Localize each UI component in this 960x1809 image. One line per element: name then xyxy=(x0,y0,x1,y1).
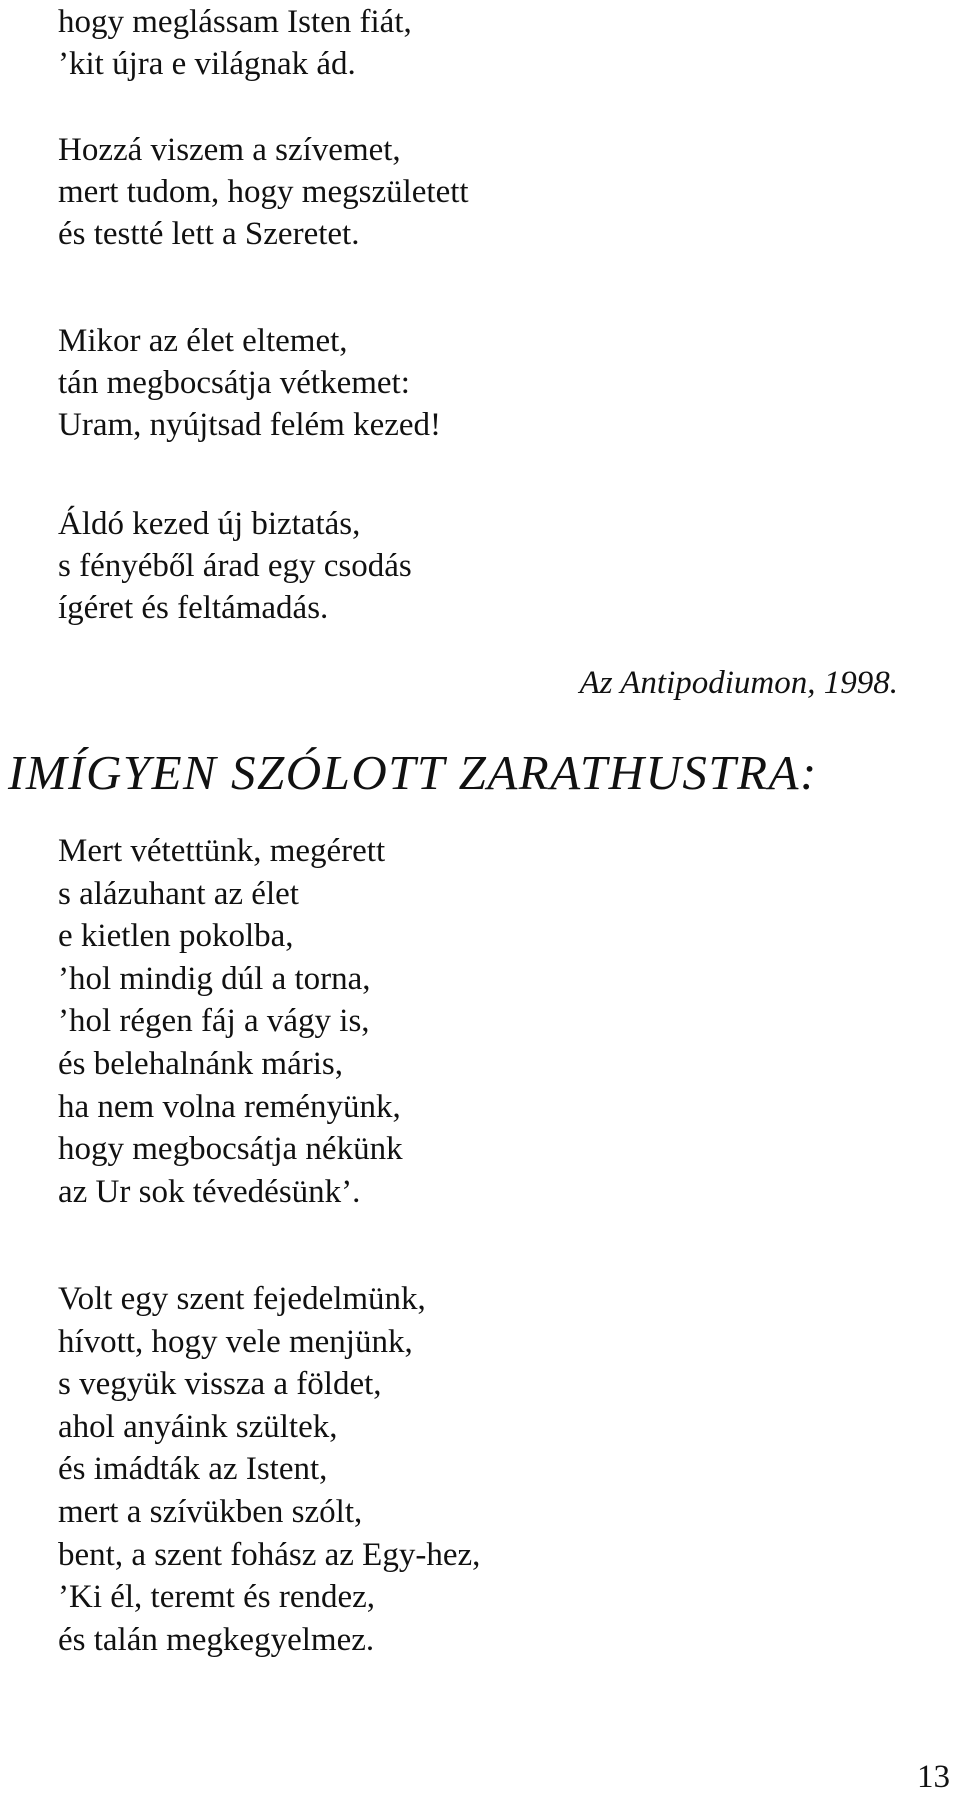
poem-title: IMÍGYEN SZÓLOTT ZARATHUSTRA: xyxy=(8,745,818,800)
poem-line: és talán megkegyelmez. xyxy=(58,1621,375,1658)
poem-line: Áldó kezed új biztatás, xyxy=(58,506,361,542)
poem-line: s alázuhant az élet xyxy=(58,875,299,912)
poem-line: mert tudom, hogy megszületett xyxy=(58,174,469,211)
poem-line: Mert vétettünk, megérett xyxy=(58,833,386,869)
poem-line: tán megbocsátja vétkemet: xyxy=(58,365,410,402)
poem-two-stanza-2 xyxy=(58,1278,480,1661)
poem-line: hogy megbocsátja nékünk xyxy=(58,1131,403,1168)
poem-line: ígéret és feltámadás. xyxy=(58,590,329,627)
poem-line: ha nem volna reményünk, xyxy=(58,1088,401,1125)
poem-line: az Ur sok tévedésünk’. xyxy=(58,1173,361,1210)
poem-line: Uram, nyújtsad felém kezed! xyxy=(58,407,442,444)
poem-line: Hozzá viszem a szívemet, xyxy=(58,132,401,168)
poem-line: ahol anyáink szültek, xyxy=(58,1408,338,1445)
poem-line: ’hol mindig dúl a torna, xyxy=(58,960,371,997)
poem-line: és imádták az Istent, xyxy=(58,1451,328,1488)
poem-line: bent, a szent fohász az Egy-hez, xyxy=(58,1536,481,1573)
poem-line: Mikor az élet eltemet, xyxy=(58,323,348,359)
poem-one-stanza-1 xyxy=(58,1,412,85)
poem-line: mert a szívükben szólt, xyxy=(58,1493,363,1530)
poem-line: és belehalnánk máris, xyxy=(58,1045,343,1082)
poem-one-stanza-3 xyxy=(58,320,441,447)
poem-line: ’Ki él, teremt és rendez, xyxy=(58,1579,376,1616)
poem-one-stanza-4 xyxy=(58,503,412,630)
poem-signature: Az Antipodiumon, 1998. xyxy=(579,665,898,701)
poem-line: s vegyük vissza a földet, xyxy=(58,1366,382,1403)
poem-line: hogy meglássam Isten fiát, xyxy=(58,4,412,40)
poem-line: s fényéből árad egy csodás xyxy=(58,548,412,585)
poem-line: ’kit újra e világnak ád. xyxy=(58,46,356,83)
poem-line: Volt egy szent fejedelmünk, xyxy=(58,1281,426,1317)
poem-line: ’hol régen fáj a vágy is, xyxy=(58,1003,370,1040)
poem-line: e kietlen pokolba, xyxy=(58,918,294,955)
poem-two-stanza-1 xyxy=(58,830,403,1213)
page-number: 13 xyxy=(917,1759,950,1795)
poem-line: és testté lett a Szeretet. xyxy=(58,216,360,253)
poem-line: hívott, hogy vele menjünk, xyxy=(58,1323,413,1360)
poem-one-stanza-2 xyxy=(58,129,469,256)
